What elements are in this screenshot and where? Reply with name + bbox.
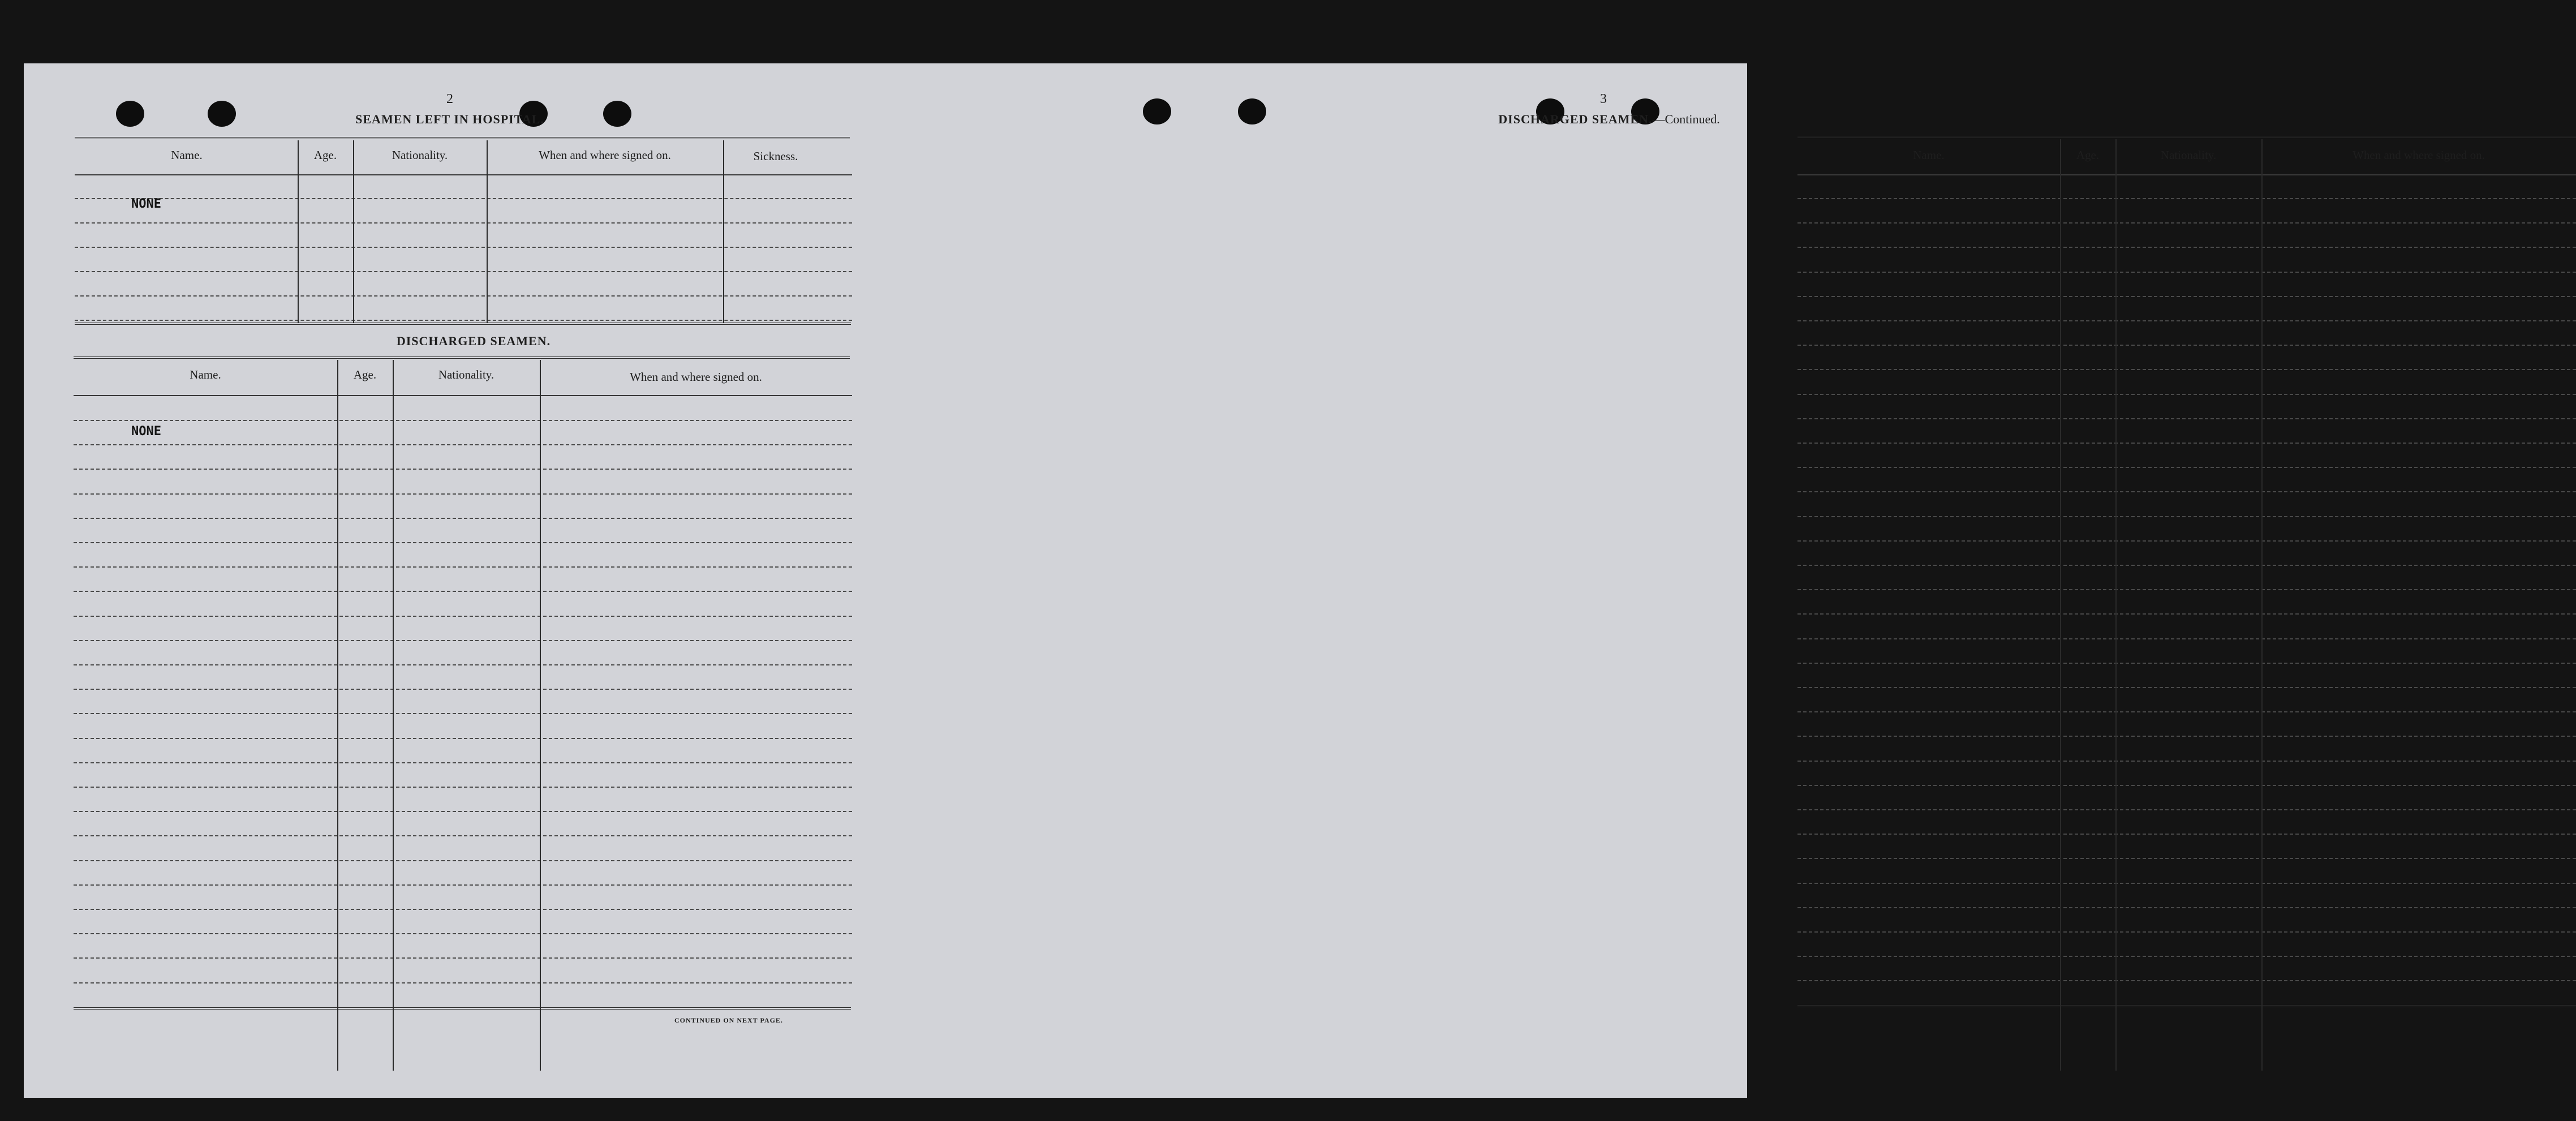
- ruled-line: [1797, 272, 2576, 273]
- col-header-nationality: Nationality.: [2160, 148, 2217, 162]
- ruled-line: [1797, 956, 2576, 957]
- right-page: [885, 63, 2485, 1098]
- col-header-age: Age.: [2076, 148, 2100, 162]
- ruled-line: [74, 811, 852, 812]
- table-bottom-rule: [74, 1007, 851, 1011]
- ruled-line: [74, 469, 852, 470]
- ruled-line: [1797, 198, 2576, 199]
- col-divider: [337, 360, 338, 1071]
- ruled-line: [74, 762, 852, 763]
- ruled-line: [74, 664, 852, 665]
- col-divider: [2060, 139, 2061, 1071]
- ruled-line: [74, 835, 852, 836]
- title-continued: —Continued.: [1652, 112, 1720, 126]
- col-header-signed-on: When and where signed on.: [2353, 148, 2485, 162]
- ruled-line: [75, 247, 852, 248]
- ruled-line: [1797, 834, 2576, 835]
- ruled-line: [1797, 809, 2576, 810]
- discharged-section-title: DISCHARGED SEAMEN.: [396, 334, 551, 348]
- ruled-line: [1797, 467, 2576, 468]
- page-number: 2: [446, 92, 453, 106]
- ruled-line: [1797, 931, 2576, 933]
- ruled-line: [74, 542, 852, 543]
- ruled-line: [1797, 785, 2576, 786]
- continued-footer: CONTINUED ON NEXT PAGE.: [674, 1016, 783, 1024]
- ruled-line: [75, 222, 852, 224]
- table-bottom-rule: [1797, 1005, 2576, 1008]
- ruled-line: [1797, 613, 2576, 615]
- col-divider: [2261, 139, 2263, 1071]
- ruled-line: [1797, 320, 2576, 321]
- col-divider: [723, 140, 724, 323]
- ruled-line: [74, 689, 852, 690]
- ruled-line: [74, 518, 852, 519]
- punch-hole: [116, 101, 144, 127]
- ruled-line: [1797, 589, 2576, 590]
- ruled-line: [1797, 663, 2576, 664]
- ruled-line: [75, 198, 852, 199]
- ruled-line: [1797, 540, 2576, 542]
- col-divider: [353, 140, 354, 323]
- col-header-nationality: Nationality.: [438, 368, 494, 381]
- page-number: 3: [1600, 92, 1607, 106]
- ruled-line: [74, 566, 852, 568]
- col-header-name: Name.: [1913, 148, 1945, 162]
- ruled-line: [74, 420, 852, 421]
- ruled-line: [74, 957, 852, 959]
- ruled-line: [1797, 638, 2576, 639]
- header-rule: [1797, 174, 2576, 175]
- table-top-rule: [74, 357, 850, 360]
- ruled-line: [74, 640, 852, 641]
- ruled-line: [74, 909, 852, 910]
- ruled-line: [1797, 247, 2576, 248]
- ruled-line: [1797, 907, 2576, 908]
- col-header-name: Name.: [190, 368, 221, 381]
- col-header-nationality: Nationality.: [392, 148, 448, 162]
- title-main: DISCHARGED SEAMEN.: [1498, 112, 1653, 126]
- hospital-section-title: SEAMEN LEFT IN HOSPITAL.: [355, 112, 544, 126]
- ruled-line: [1797, 443, 2576, 444]
- ruled-line: [74, 933, 852, 934]
- ruled-line: [75, 320, 852, 321]
- col-divider: [540, 360, 541, 1071]
- ruled-line: [74, 493, 852, 495]
- ruled-line: [1797, 883, 2576, 884]
- table-bottom-rule: [75, 323, 851, 326]
- ruled-line: [1797, 980, 2576, 981]
- punch-hole: [1238, 98, 1266, 124]
- table-top-rule: [75, 137, 850, 140]
- col-divider: [298, 140, 299, 323]
- header-rule: [74, 395, 852, 396]
- ruled-line: [74, 591, 852, 592]
- ruled-line: [1797, 711, 2576, 712]
- col-header-sickness: Sickness.: [753, 149, 798, 163]
- col-divider: [2115, 139, 2117, 1071]
- ruled-line: [74, 616, 852, 617]
- ruled-line: [1797, 516, 2576, 517]
- col-header-name: Name.: [171, 148, 203, 162]
- ruled-line: [1797, 687, 2576, 688]
- ruled-line: [74, 738, 852, 739]
- ledger-sheet: [24, 63, 2485, 1098]
- col-divider: [393, 360, 394, 1071]
- header-rule: [75, 174, 852, 175]
- ruled-line: [1797, 858, 2576, 859]
- discharged-entry-none: NONE: [131, 424, 161, 439]
- ruled-line: [1797, 761, 2576, 762]
- ruled-line: [74, 444, 852, 445]
- ruled-line: [1797, 369, 2576, 370]
- col-header-signed-on: When and where signed on.: [539, 148, 671, 162]
- table-top-rule: [1797, 136, 2576, 139]
- ruled-line: [74, 860, 852, 861]
- punch-hole: [1143, 98, 1171, 124]
- discharged-continued-title: [1490, 112, 1728, 127]
- left-page: [24, 63, 885, 1098]
- ruled-line: [1797, 418, 2576, 419]
- punch-hole: [603, 101, 631, 127]
- ruled-line: [1797, 222, 2576, 224]
- ruled-line: [1797, 565, 2576, 566]
- ruled-line: [74, 787, 852, 788]
- ruled-line: [1797, 736, 2576, 737]
- col-header-age: Age.: [313, 148, 337, 162]
- ruled-line: [75, 295, 852, 297]
- ruled-line: [74, 713, 852, 714]
- col-divider: [487, 140, 488, 323]
- ruled-line: [1797, 394, 2576, 395]
- ruled-line: [1797, 491, 2576, 492]
- ruled-line: [1797, 296, 2576, 297]
- col-header-age: Age.: [353, 368, 377, 381]
- ruled-line: [74, 884, 852, 886]
- col-header-signed-on: When and where signed on.: [630, 370, 762, 384]
- punch-hole: [208, 101, 236, 127]
- hospital-entry-none: NONE: [131, 197, 161, 211]
- ruled-line: [1797, 345, 2576, 346]
- ruled-line: [75, 271, 852, 272]
- ruled-line: [74, 982, 852, 983]
